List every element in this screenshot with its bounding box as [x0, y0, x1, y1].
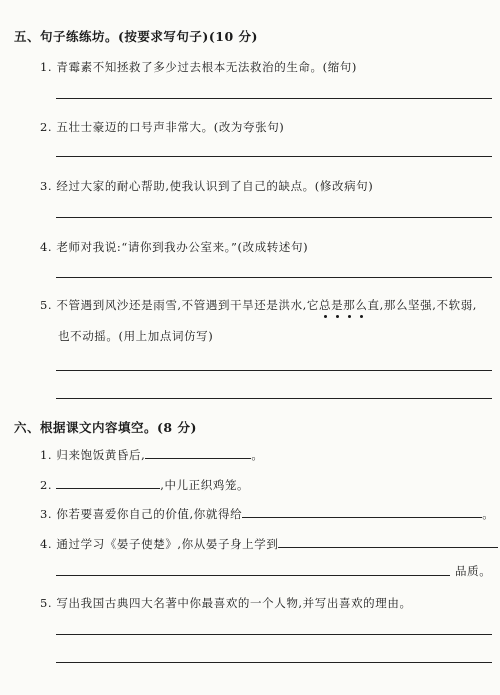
question-6-1: [40, 447, 264, 463]
answer-line-6-4b[interactable]: [56, 575, 450, 576]
question-5-4: 4. 老师对我说:“请你到我办公室来。”(改成转述句): [40, 240, 309, 254]
question-5-5-line2: 也不动摇。(用上加点词仿写): [58, 329, 214, 343]
blank-6-1[interactable]: [145, 447, 251, 459]
blank-6-4[interactable]: [278, 536, 498, 548]
answer-line-6-5a[interactable]: [56, 634, 492, 635]
answer-line-5-4[interactable]: [56, 277, 492, 278]
section-five-title: 五、句子练练坊。(按要求写句子)(10 分): [14, 29, 258, 44]
question-5-3: 3. 经过大家的耐心帮助,使我认识到了自己的缺点。(修改病句): [40, 179, 374, 193]
question-6-2-text: ,中儿正织鸡笼。: [160, 478, 250, 492]
answer-line-5-2[interactable]: [56, 156, 492, 157]
question-6-4: [40, 536, 498, 552]
blank-6-3[interactable]: [242, 506, 482, 518]
question-5-1: 1. 青霉素不知拯救了多少过去根本无法救治的生命。(缩句): [40, 60, 357, 74]
question-6-2: [40, 477, 249, 493]
question-5-5: [40, 297, 477, 313]
answer-line-5-1[interactable]: [56, 98, 492, 99]
question-6-3-text: 3. 你若要喜爱你自己的价值,你就得给: [40, 507, 243, 521]
question-5-2: 2. 五壮士豪迈的口号声非常大。(改为夸张句): [40, 120, 285, 134]
section-six-title: 六、根据课文内容填空。(8 分): [14, 420, 197, 435]
emphasis-char-1: 总: [319, 298, 332, 312]
answer-line-5-5b[interactable]: [56, 398, 492, 399]
answer-line-6-5b[interactable]: [56, 662, 492, 663]
question-5-5-text-end: 直,那么坚强,不软弱,: [367, 298, 478, 312]
question-6-2-num: 2.: [40, 478, 53, 492]
emphasis-char-3: 那: [343, 298, 356, 312]
answer-line-5-3[interactable]: [56, 217, 492, 218]
answer-line-5-5a[interactable]: [56, 370, 492, 371]
question-6-3-end: 。: [482, 507, 495, 521]
question-6-4-end: 品质。: [455, 564, 492, 578]
question-6-4-text: 4. 通过学习《晏子使楚》,你从晏子身上学到: [40, 537, 279, 551]
question-6-1-text: 1. 归来饱饭黄昏后,: [40, 448, 146, 462]
question-5-5-text-start: 5. 不管遇到风沙还是雨雪,不管遇到干旱还是洪水,它: [40, 298, 320, 312]
question-6-3: [40, 506, 494, 522]
emphasis-char-2: 是: [331, 298, 344, 312]
emphasis-char-4: 么: [355, 298, 368, 312]
blank-6-2[interactable]: [56, 477, 160, 489]
question-6-1-end: 。: [251, 448, 264, 462]
question-6-5: 5. 写出我国古典四大名著中你最喜欢的一个人物,并写出喜欢的理由。: [40, 596, 412, 610]
